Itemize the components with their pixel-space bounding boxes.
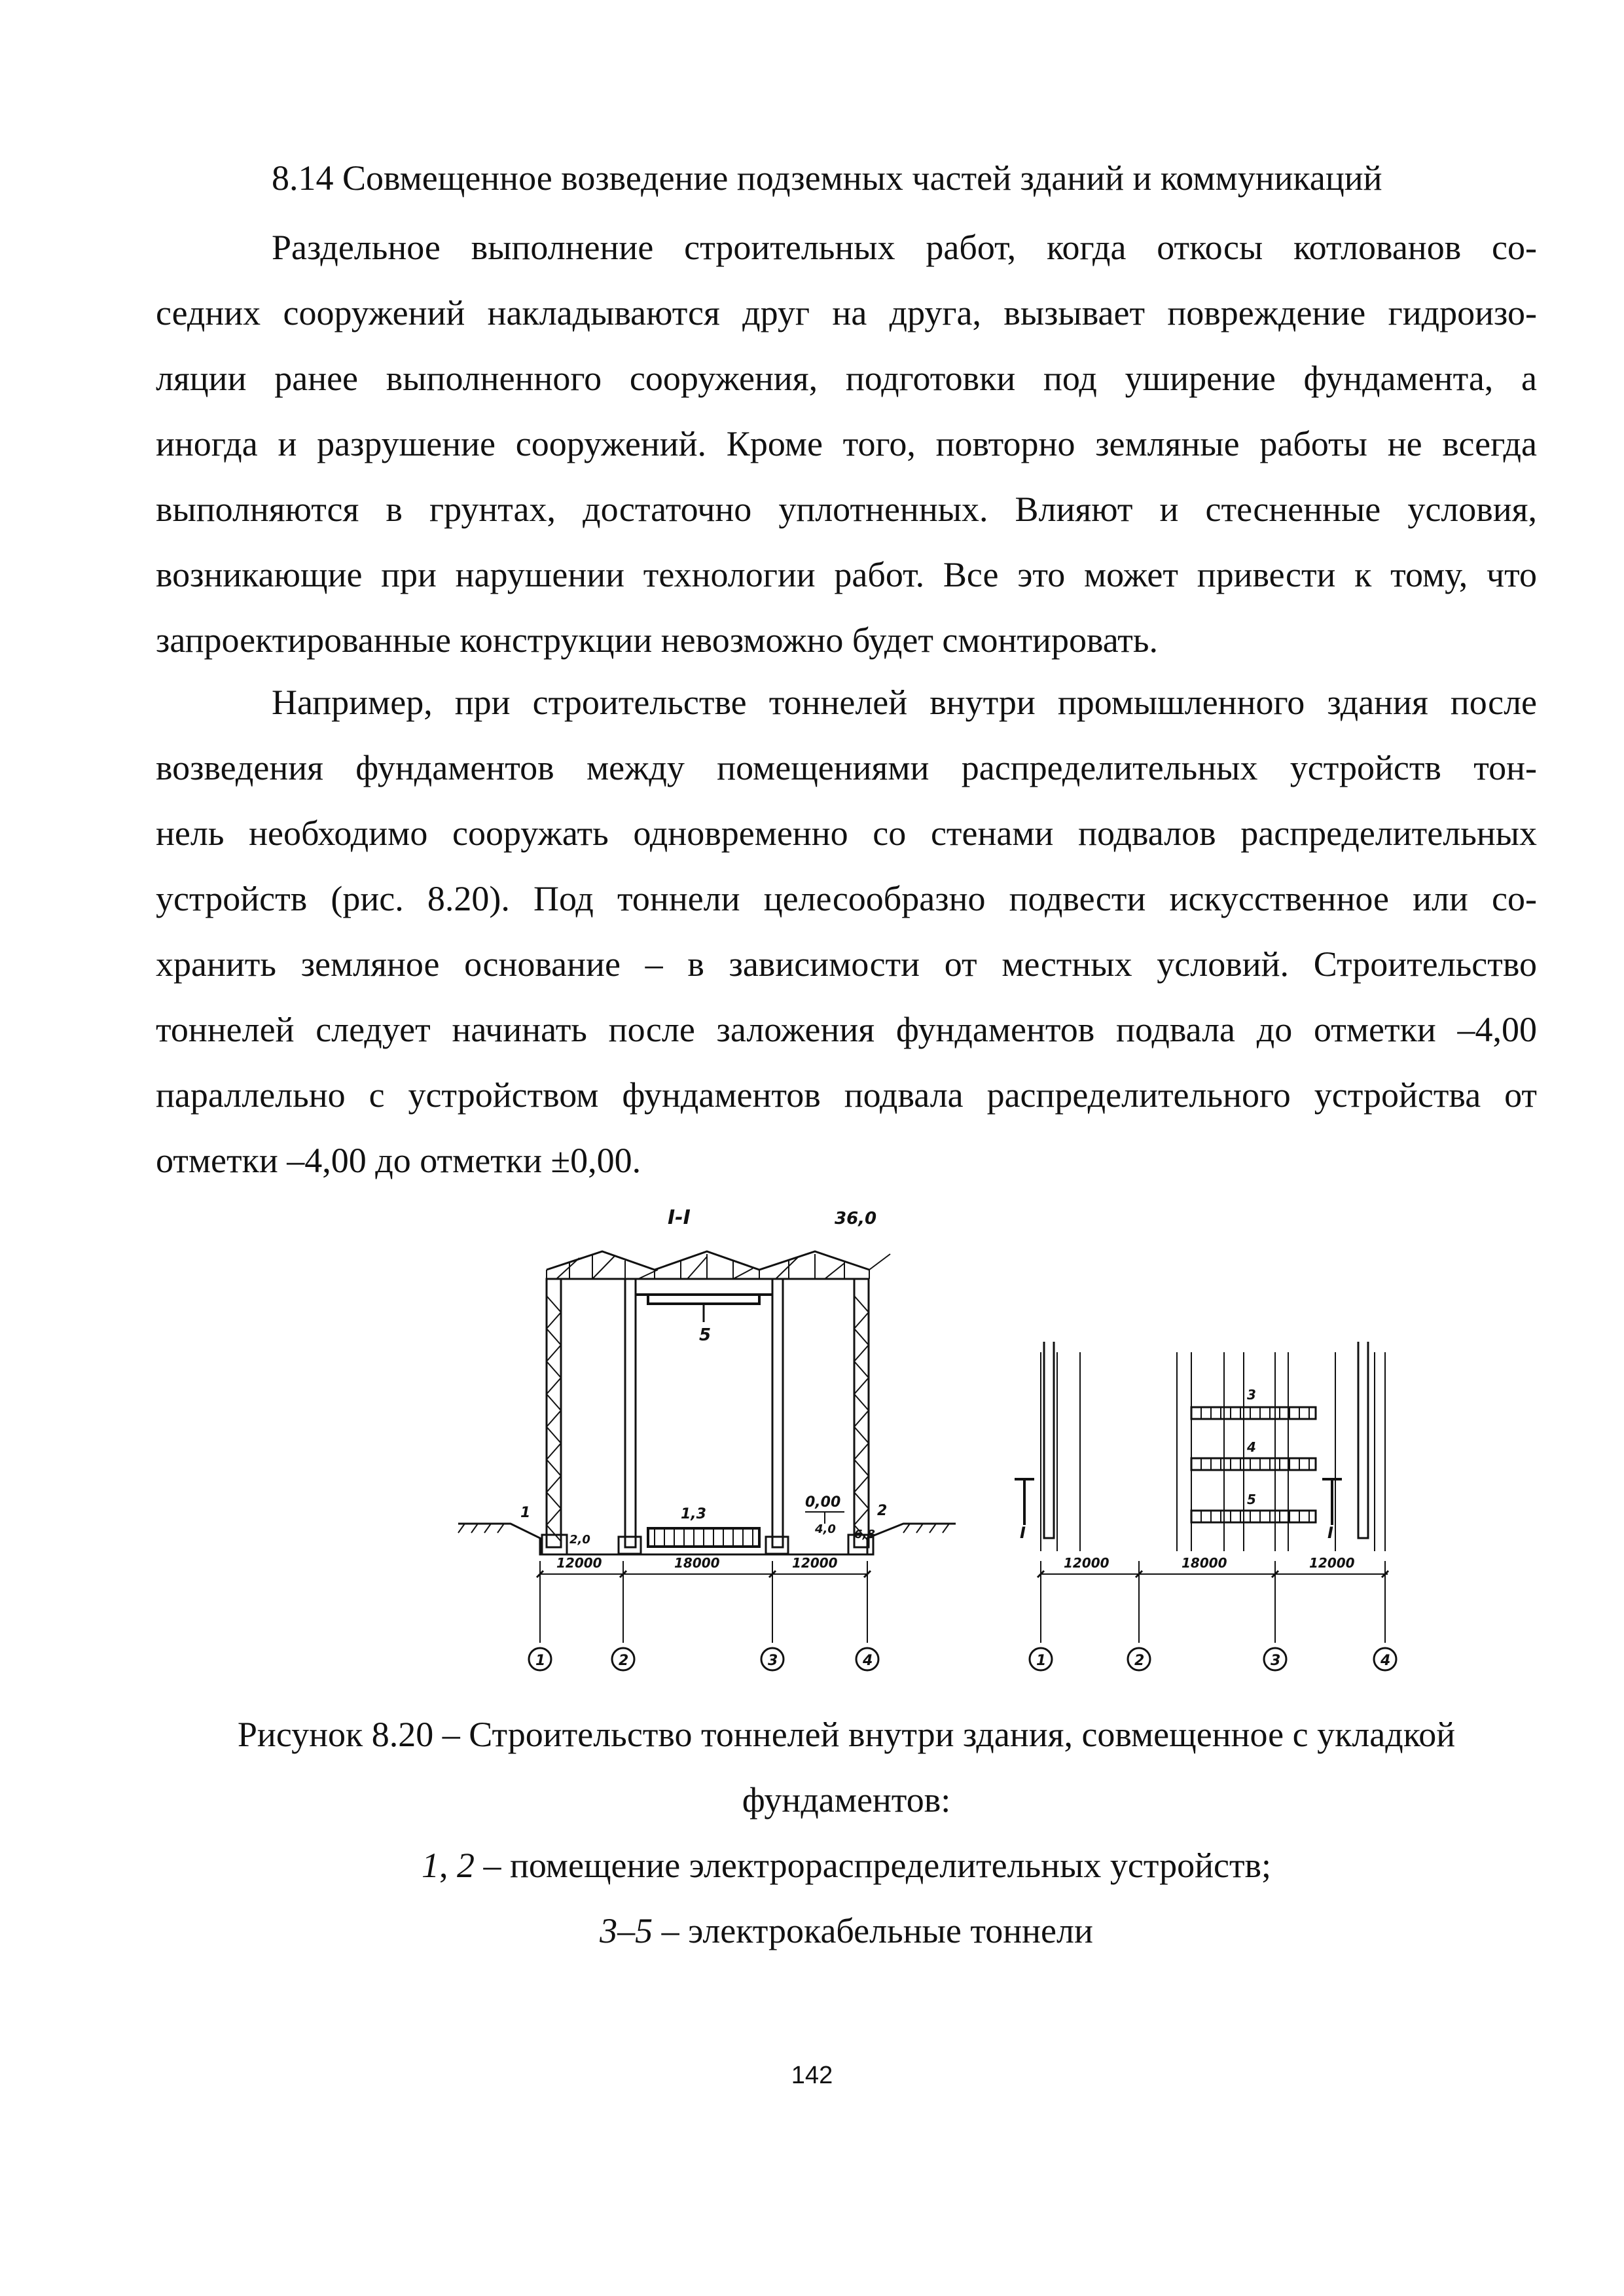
- plan-axis-label-4: 4: [1380, 1653, 1391, 1669]
- foundation-3: [619, 1537, 641, 1554]
- crane-label: 5: [699, 1325, 712, 1345]
- paragraph-line: возникающие при нарушении технологии работ. Все это может привести к тому, что: [156, 555, 1537, 594]
- legend-separator: ,: [439, 1846, 457, 1885]
- tunnel-plan-4: [1191, 1458, 1316, 1470]
- legend-number: 3–5: [600, 1911, 653, 1950]
- figure-caption-line-2: фундаментов:: [742, 1780, 951, 1820]
- foundation-4: [766, 1537, 788, 1554]
- figure-drawing: [458, 1198, 1391, 1695]
- paragraph-line: тоннелей следует начинать после заложения фундаментов подвала до отметки –4,00: [156, 1010, 1537, 1049]
- inner-column-left: [625, 1279, 636, 1547]
- span-left-3: 12000: [792, 1555, 838, 1571]
- legend-number: 1: [421, 1846, 439, 1885]
- roof-truss: [547, 1251, 869, 1270]
- section-cut-label-right: I: [1327, 1524, 1333, 1542]
- axis-label-3: 3: [768, 1653, 778, 1669]
- span-left-1: 12000: [556, 1555, 602, 1571]
- roof-mark: 36,0: [835, 1209, 877, 1229]
- span-left-2: 18000: [674, 1555, 720, 1571]
- mark-40: 4,0: [815, 1522, 836, 1536]
- legend-text: – электрокабельные тоннели: [653, 1911, 1093, 1950]
- mark-68: 6,8: [854, 1528, 875, 1541]
- label-2-left: 2: [877, 1503, 888, 1519]
- paragraph-line: возведения фундаментов между помещениями распределительных устройств тон-: [156, 748, 1537, 787]
- crane: [636, 1295, 772, 1304]
- zero-mark: 0,00: [805, 1494, 841, 1511]
- paragraph-1: [156, 215, 1537, 673]
- span-right-3: 12000: [1309, 1555, 1355, 1571]
- inner-column-right: [772, 1279, 783, 1547]
- paragraph-line: устройств (рис. 8.20). Под тоннели целесообразно подвести искусственное или со-: [156, 879, 1537, 918]
- plan-frame: [1044, 1342, 1368, 1538]
- legend-text: – помещение электрораспределительных устройств;: [474, 1846, 1272, 1885]
- plan-axis-label-1: 1: [1036, 1653, 1047, 1669]
- plan-axis-label-2: 2: [1134, 1653, 1145, 1669]
- section-cut-right: [1322, 1479, 1342, 1525]
- label-3-plan: 3: [1247, 1387, 1256, 1403]
- label-5-plan: 5: [1247, 1492, 1256, 1507]
- tunnel-plan-3: [1191, 1407, 1316, 1419]
- paragraph-2: [156, 670, 1537, 1193]
- axis-label-4: 4: [863, 1653, 873, 1669]
- label-1-left: 1: [520, 1505, 531, 1521]
- axis-label-1: 1: [535, 1653, 546, 1669]
- section-label: I-I: [668, 1206, 691, 1229]
- label-13: 1,3: [681, 1506, 706, 1522]
- plan-axis-label-3: 3: [1271, 1653, 1281, 1669]
- paragraph-line: отметки –4,00 до отметки ±0,00.: [156, 1141, 641, 1180]
- paragraph-line: седних сооружений накладываются друг на друга, вызывает повреждение гидроизо-: [156, 293, 1537, 332]
- paragraph-line: иногда и разрушение сооружений. Кроме того, повторно земляные работы не всегда: [156, 424, 1537, 463]
- figure-caption-legend-2: [156, 1898, 1537, 1964]
- paragraph-line: выполняются в грунтах, достаточно уплотненных. Влияют и стесненные условия,: [156, 490, 1537, 529]
- paragraph-line: Раздельное выполнение строительных работ, когда откосы котлованов со-: [272, 228, 1537, 267]
- paragraph-line: нель необходимо сооружать одновременно со стенами подвалов распределительных: [156, 814, 1537, 853]
- mark-20: 2,0: [569, 1533, 590, 1547]
- axis-label-2: 2: [619, 1653, 629, 1669]
- span-right-2: 18000: [1182, 1555, 1227, 1571]
- paragraph-line: Например, при строительстве тоннелей внутри промышленного здания после: [272, 683, 1537, 722]
- section-heading: 8.14 Совмещенное возведение подземных частей зданий и коммуникаций: [272, 158, 1382, 198]
- label-4-plan: 4: [1247, 1439, 1256, 1455]
- paragraph-line: хранить земляное основание – в зависимости от местных условий. Строительство: [156, 944, 1537, 984]
- figure-caption-legend-1: [156, 1833, 1537, 1898]
- paragraph-line: запроектированные конструкции невозможно будет смонтировать.: [156, 620, 1159, 660]
- section-cut-label-left: I: [1020, 1524, 1026, 1542]
- section-cut-left: [1015, 1479, 1034, 1525]
- tunnel-plan-5: [1191, 1511, 1316, 1522]
- paragraph-line: параллельно с устройством фундаментов подвала распределительного устройства от: [156, 1075, 1537, 1115]
- figure-caption-line-1: Рисунок 8.20 – Строительство тоннелей внутри здания, совмещенное с укладкой: [237, 1715, 1456, 1754]
- legend-number: 2: [456, 1846, 475, 1885]
- paragraph-line: ляции ранее выполненного сооружения, подготовки под уширение фундамента, а: [156, 359, 1537, 398]
- span-right-1: 12000: [1064, 1555, 1110, 1571]
- page-number: 142: [791, 2062, 833, 2089]
